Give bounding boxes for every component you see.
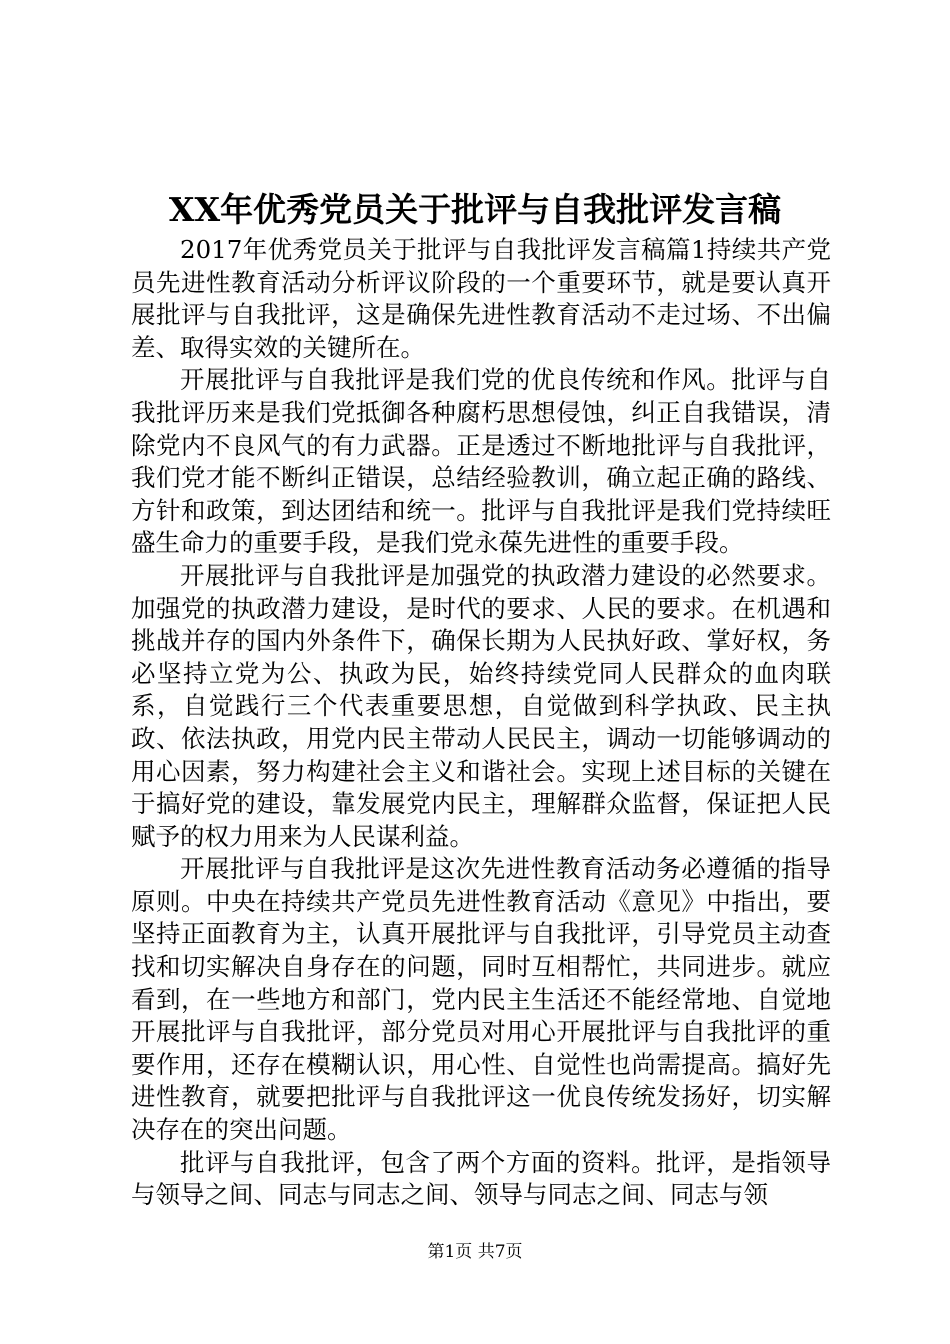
paragraph-1: 2017年优秀党员关于批评与自我批评发言稿篇1持续共产党员先进性教育活动分析评议阶段的一个重要环节，就是要认真开展批评与自我批评，这是确保先进性教育活动不走过场、不出偏差、取得实效的关键所在。 bbox=[131, 235, 831, 362]
paragraph-4: 开展批评与自我批评是这次先进性教育活动务必遵循的指导原则。中央在持续共产党员先进性教育活动《意见》中指出，要坚持正面教育为主，认真开展批评与自我批评，引导党员主动查找和切实解决自身存在的问题，同时互相帮忙，共同进步。就应看到，在一些地方和部门，党内民主生活还不能经常地、自觉地开展批评与自我批评，部分党员对用心开展批评与自我批评的重要作用，还存在模糊认识，用心性、自觉性也尚需提高。搞好先进性教育，就要把批评与自我批评这一优良传统发扬好，切实解决存在的突出问题。 bbox=[131, 854, 831, 1145]
page-number-footer: 第1页 共7页 bbox=[427, 1242, 523, 1262]
document-title: XX年优秀党员关于批评与自我批评发言稿 bbox=[168, 190, 782, 229]
paragraph-5: 批评与自我批评，包含了两个方面的资料。批评，是指领导与领导之间、同志与同志之间、领导与同志之间、同志与领 bbox=[131, 1147, 831, 1210]
document-body bbox=[131, 234, 831, 1212]
paragraph-3: 开展批评与自我批评是加强党的执政潜力建设的必然要求。加强党的执政潜力建设，是时代的要求、人民的要求。在机遇和挑战并存的国内外条件下，确保长期为人民执好政、掌好权，务必坚持立党为公、执政为民，始终持续党同人民群众的血肉联系，自觉践行三个代表重要思想，自觉做到科学执政、民主执政、依法执政，用党内民主带动人民民主，调动一切能够调动的用心因素，努力构建社会主义和谐社会。实现上述目标的关键在于搞好党的建设，靠发展党内民主，理解群众监督，保证把人民赋予的权力用来为人民谋利益。 bbox=[131, 560, 831, 851]
paragraph-2: 开展批评与自我批评是我们党的优良传统和作风。批评与自我批评历来是我们党抵御各种腐朽思想侵蚀，纠正自我错误，清除党内不良风气的有力武器。正是透过不断地批评与自我批评，我们党才能不断纠正错误，总结经验教训，确立起正确的路线、方针和政策，到达团结和统一。批评与自我批评是我们党持续旺盛生命力的重要手段，是我们党永葆先进性的重要手段。 bbox=[131, 365, 831, 558]
